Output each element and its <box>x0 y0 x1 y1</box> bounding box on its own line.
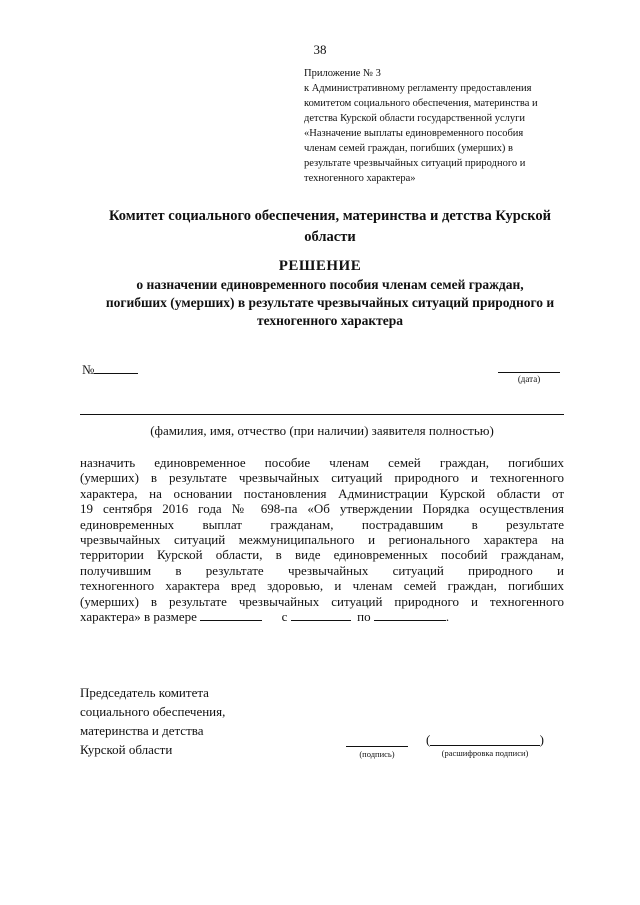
appendix-line: техногенного характера» <box>304 173 416 184</box>
amount-prefix: характера» в размере <box>80 609 197 625</box>
body-line: единовременных выплат гражданам, пострадавшим в результате <box>80 516 564 532</box>
close-paren: ) <box>539 732 544 747</box>
page-number: 38 <box>313 42 327 57</box>
from-date-blank[interactable] <box>291 609 351 621</box>
body-line: характера, на основании постановления Администрации Курской области от <box>80 485 564 501</box>
to-label: по <box>357 609 371 625</box>
signature-blank[interactable] <box>346 734 408 747</box>
appendix-line: «Назначение выплаты единовременного пособия <box>304 128 524 139</box>
decision-subtitle <box>92 276 568 330</box>
appendix-line: Приложение № 3 <box>304 68 381 79</box>
body-line: 19 сентября 2016 года № 698-па «Об утверждении Порядка осуществления <box>80 501 564 517</box>
body-line: получившим в результате чрезвычайных ситуаций природного и <box>80 562 564 578</box>
body-line: территории Курской области, в виде единовременных пособий гражданам, <box>80 547 564 563</box>
decision-subtitle-line: погибших (умерших) в результате чрезвычайных ситуаций природного и <box>105 295 555 310</box>
committee-line: Комитет социального обеспечения, материнства и детства Курской <box>108 208 552 224</box>
body-line: (умерших) в результате чрезвычайных ситуаций природного и техногенного <box>80 593 564 609</box>
signatory-line: материнства и детства <box>80 723 204 738</box>
signatory-line: Курской области <box>80 742 173 757</box>
open-paren: ( <box>426 732 431 747</box>
body-line: назначить единовременное пособие членам семей граждан, погибших <box>80 455 564 470</box>
committee-heading <box>92 206 568 248</box>
appendix-line: к Административному регламенту предоставления <box>304 83 532 94</box>
number-blank[interactable] <box>94 361 138 374</box>
to-date-blank[interactable] <box>374 609 446 621</box>
appendix-line: членам семей граждан, погибших (умерших) в <box>304 143 513 154</box>
signature-decode-field <box>426 734 544 758</box>
body-line: чрезвычайных ситуаций межмуниципального и регионального характера на <box>80 532 564 548</box>
signature-caption: (подпись) <box>359 749 395 759</box>
number-label: № <box>82 362 95 377</box>
decision-body <box>80 455 564 624</box>
signature-decode-blank[interactable] <box>430 735 539 746</box>
signature-decode-caption: (расшифровка подписи) <box>441 748 529 758</box>
appendix-line: детства Курской области государственной услуги <box>304 113 526 124</box>
decision-subtitle-line: техногенного характера <box>256 313 404 328</box>
signature-field <box>346 734 408 759</box>
decision-number-field <box>82 361 138 378</box>
signatory-line: социального обеспечения, <box>80 704 226 719</box>
applicant-caption: (фамилия, имя, отчество (при наличии) заявителя полностью) <box>150 423 494 438</box>
sentence-end: . <box>445 609 450 625</box>
from-label: с <box>281 609 288 625</box>
date-caption: (дата) <box>517 374 541 384</box>
appendix-line: комитетом социального обеспечения, материнства и <box>304 98 538 109</box>
signatory-title <box>80 683 225 759</box>
signatory-line: Председатель комитета <box>80 685 209 700</box>
decision-subtitle-line: о назначении единовременного пособия членам семей граждан, <box>136 277 524 292</box>
decision-title: РЕШЕНИЕ <box>278 258 362 274</box>
body-last-line <box>80 609 564 624</box>
date-blank[interactable] <box>498 362 560 373</box>
applicant-blank[interactable] <box>80 406 564 415</box>
date-field <box>498 362 560 384</box>
body-line: техногенного характера вред здоровью, и членам семей граждан, погибших <box>80 578 564 594</box>
amount-blank[interactable] <box>200 609 262 621</box>
appendix-line: результате чрезвычайных ситуаций природного и <box>304 158 526 169</box>
body-line: (умерших) в результате чрезвычайных ситуаций природного и техногенного <box>80 470 564 486</box>
appendix-header <box>304 66 596 186</box>
committee-line: области <box>304 229 356 245</box>
applicant-field <box>80 406 564 439</box>
